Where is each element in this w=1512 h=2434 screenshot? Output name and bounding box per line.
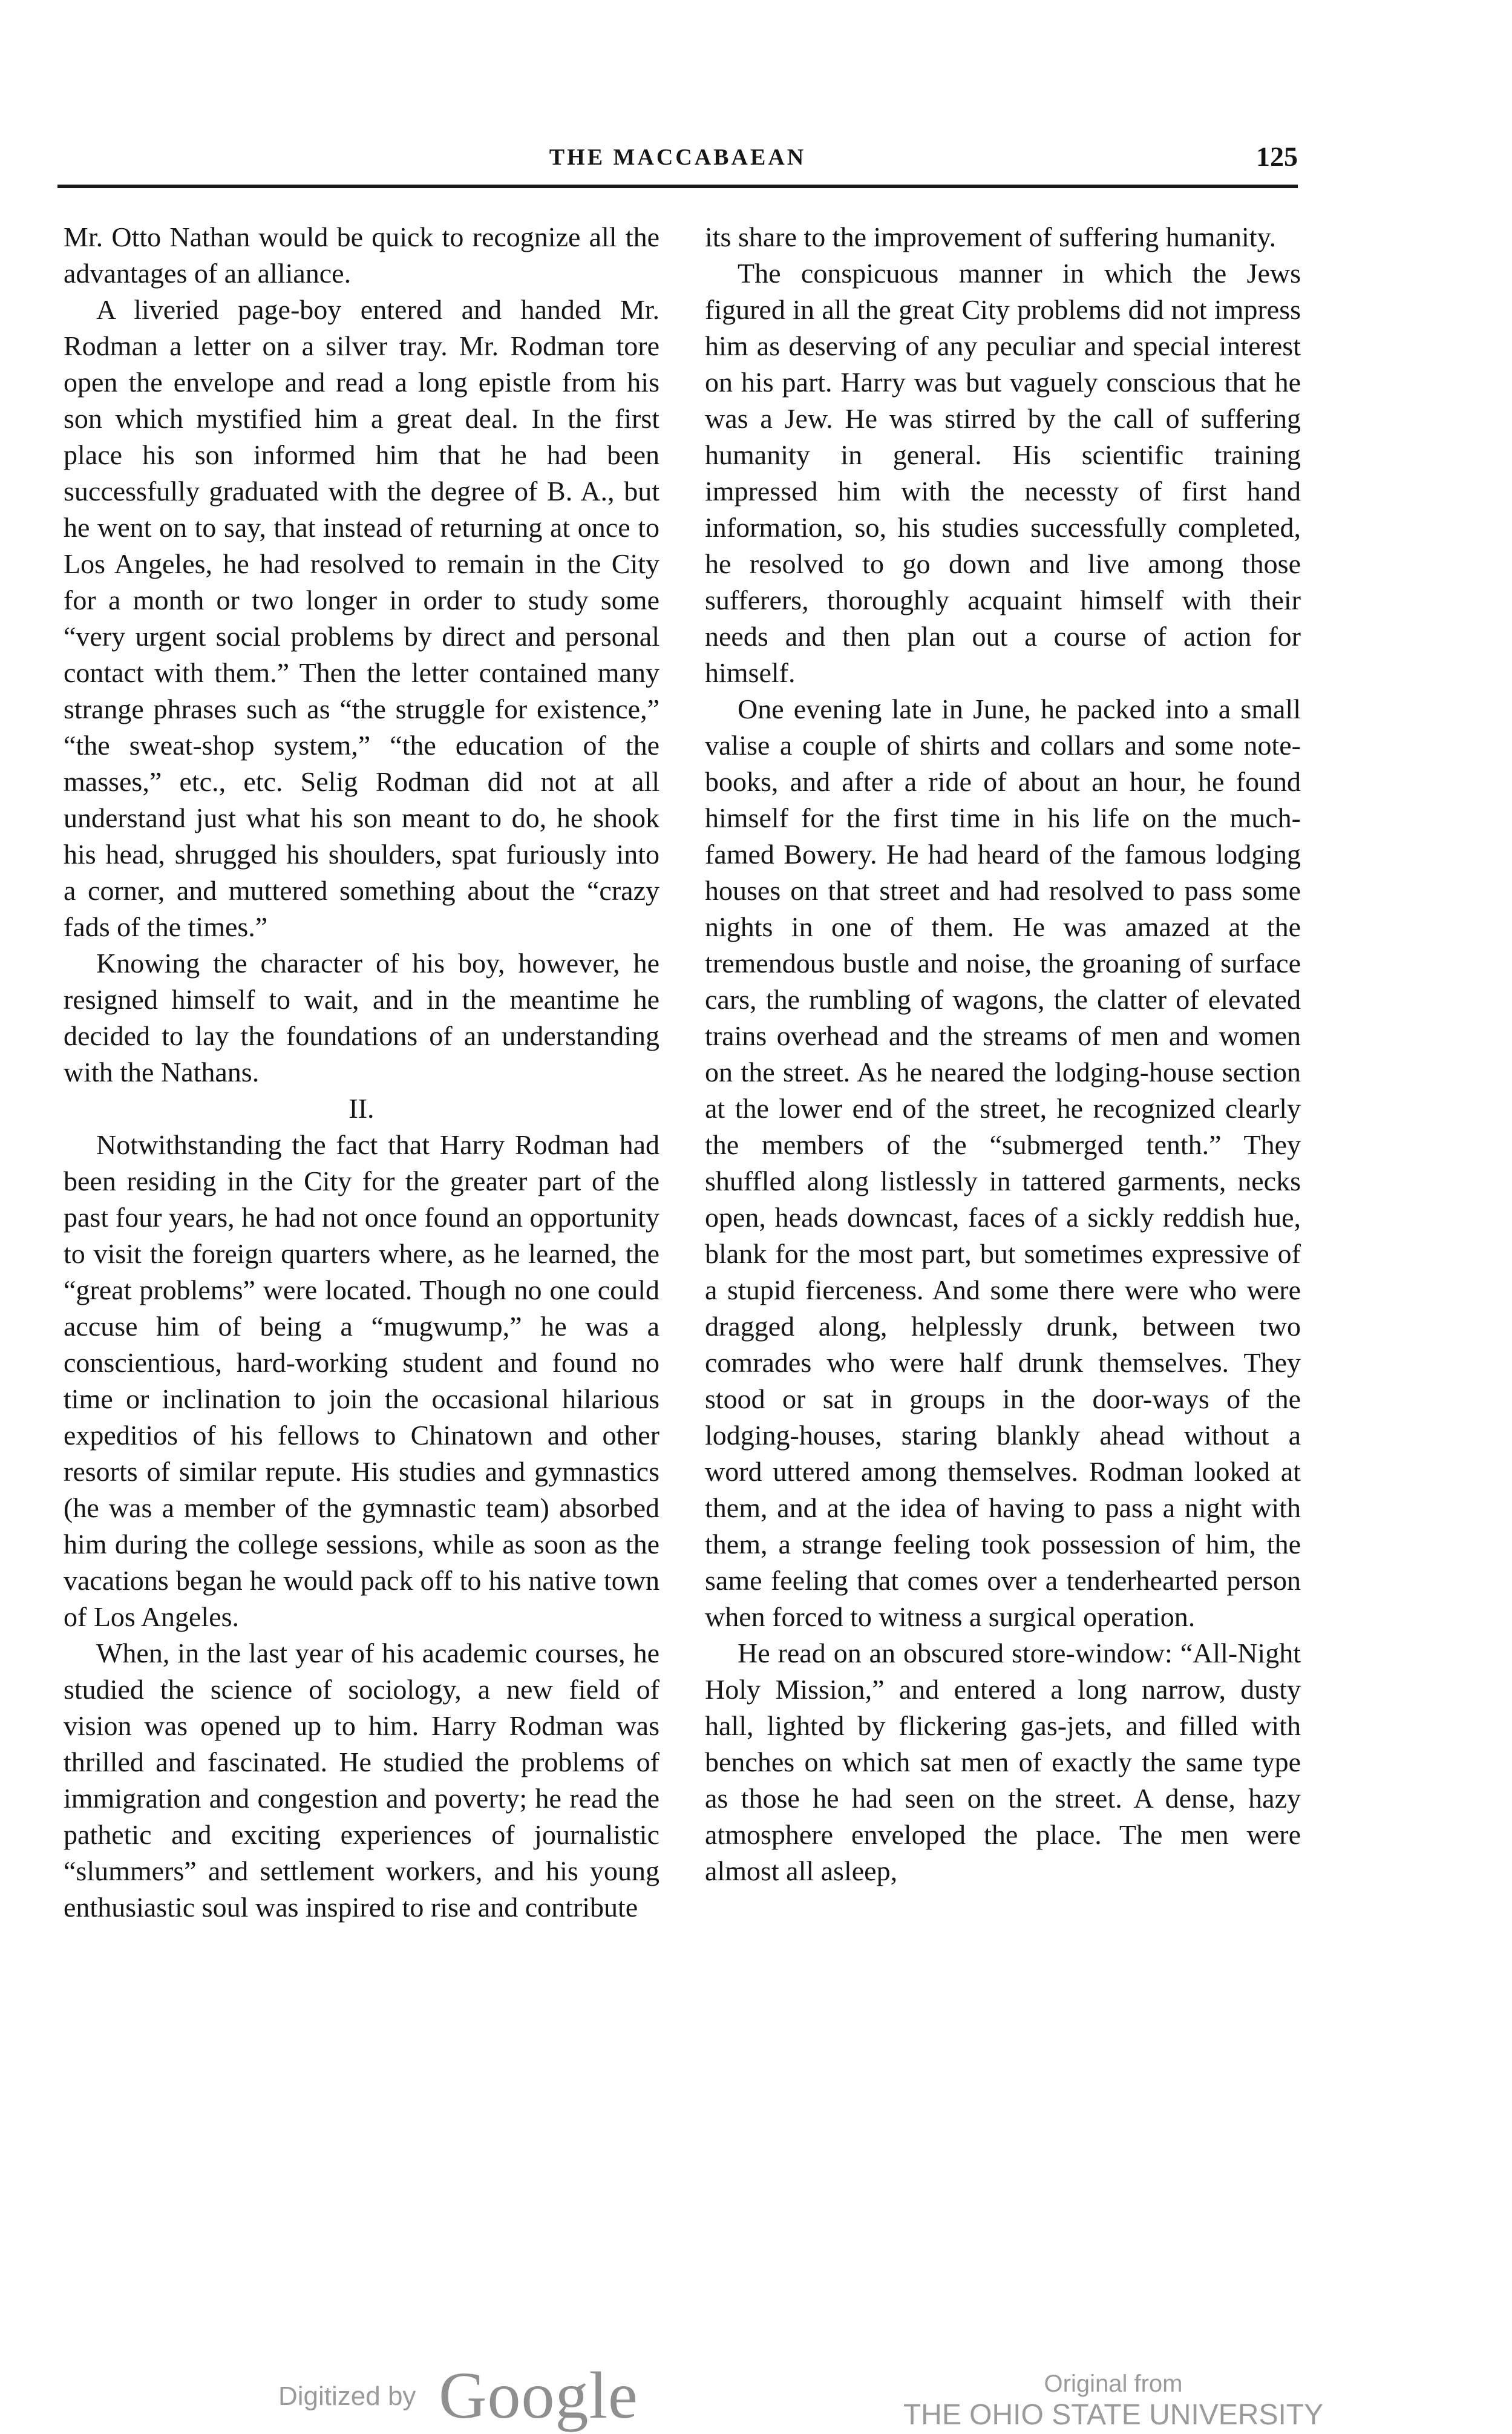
institution-name: THE OHIO STATE UNIVERSITY: [903, 2399, 1324, 2431]
digitization-credit: [278, 2358, 641, 2432]
paragraph: Knowing the character of his boy, however, he resigned himself to wait, and in the meantime he decided to lay the foundations of an understanding with the Nathans.: [64, 948, 659, 1087]
paragraph: Mr. Otto Nathan would be quick to recognize all the advantages of an alliance.: [64, 221, 659, 289]
paragraph: A liveried page-boy entered and handed Mr. Rodman a letter on a silver tray. Mr. Rodman tore open the envelope and read a long epistle from his son which mystified him a great deal. In the first place his son informed him that he had been successfully graduated with the degree of B. A., but he went on to say, that instead of returning at once to Los Angeles, he had resolved to remain in the City for a month or two longer in order to study some “very urgent social problems by direct and personal contact with them.” Then the letter contained many strange phrases such as “the struggle for existence,” “the sweat-shop system,” “the education of the masses,” etc., etc. Selig Rodman did not at all understand just what his son meant to do, he shook his head, shrugged his shoulders, spat furiously into a corner, and muttered something about the “crazy fads of the times.”: [64, 294, 659, 942]
original-from-label: Original from: [1044, 2370, 1183, 2397]
running-title: THE MACCABAEAN: [549, 145, 807, 170]
digitized-by-label: Digitized by: [278, 2381, 416, 2411]
running-header: [57, 141, 1298, 180]
left-column: [64, 219, 659, 1926]
paragraph: Notwithstanding the fact that Harry Rodman had been residing in the City for the greater part of the past four years, he had not once found an opportunity to visit the foreign quarters where, as he learned, the “great problems” were located. Though no one could accuse him of being a “mugwump,” he was a conscientious, hard-working student and found no time or inclination to join the occasional hilarious expeditios of his fellows to Chinatown and other resorts of similar repute. His studies and gymnastics (he was a member of the gymnastic team) absorbed him during the college sessions, while as soon as the vacations began he would pack off to his native town of Los Angeles.: [64, 1129, 659, 1632]
section-heading: II.: [349, 1093, 375, 1124]
paragraph: When, in the last year of his academic courses, he studied the science of sociology, a new field of vision was opened up to him. Harry Rodman was thrilled and fascinated. He studied the problems of immigration and congestion and poverty; he read the pathetic and exciting experiences of journalistic “slummers” and settlement workers, and his young enthusiastic soul was inspired to rise and contribute: [64, 1638, 659, 1923]
header-rule: [57, 185, 1298, 188]
page-number: 125: [1256, 141, 1298, 172]
paragraph: He read on an obscured store-window: “All-Night Holy Mission,” and entered a long narrow, dusty hall, lighted by flickering gas-jets, and filled with benches on which sat men of exactly the same type as those he had seen on the street. A dense, hazy atmosphere enveloped the place. The men were almost all asleep,: [705, 1638, 1301, 1886]
right-column: [705, 219, 1301, 1889]
paragraph: its share to the improvement of suffering humanity.: [705, 221, 1277, 252]
paragraph: The conspicuous manner in which the Jews figured in all the great City problems did not impress him as deserving of any peculiar and special interest on his part. Harry was but vaguely conscious that he was a Jew. He was stirred by the call of suffering humanity in general. His scientific training impressed him with the necessty of first hand information, so, his studies successfully completed, he resolved to go down and live among those sufferers, thoroughly acquaint himself with their needs and then plan out a course of action for himself.: [705, 258, 1301, 688]
paragraph: One evening late in June, he packed into a small valise a couple of shirts and collars and some note-books, and after a ride of about an hour, he found himself for the first time in his life on the much-famed Bowery. He had heard of the famous lodging houses on that street and had resolved to pass some nights in one of them. He was amazed at the tremendous bustle and noise, the groaning of surface cars, the rumbling of wagons, the clatter of elevated trains overhead and the streams of men and women on the street. As he neared the lodging-house section at the lower end of the street, he recognized clearly the members of the “submerged tenth.” They shuffled along listlessly in tattered garments, necks open, heads downcast, faces of a sickly reddish hue, blank for the most part, but sometimes expressive of a stupid fierceness. And some there were who were dragged along, helplessly drunk, between two comrades who were half drunk themselves. They stood or sat in groups in the door-ways of the lodging-houses, staring blankly ahead without a word uttered among themselves. Rodman looked at them, and at the idea of having to pass a night with them, a strange feeling took possession of him, the same feeling that comes over a tenderhearted person when forced to witness a surgical operation.: [705, 694, 1301, 1632]
source-credit: [871, 2369, 1355, 2432]
google-logo: Google: [439, 2358, 638, 2432]
